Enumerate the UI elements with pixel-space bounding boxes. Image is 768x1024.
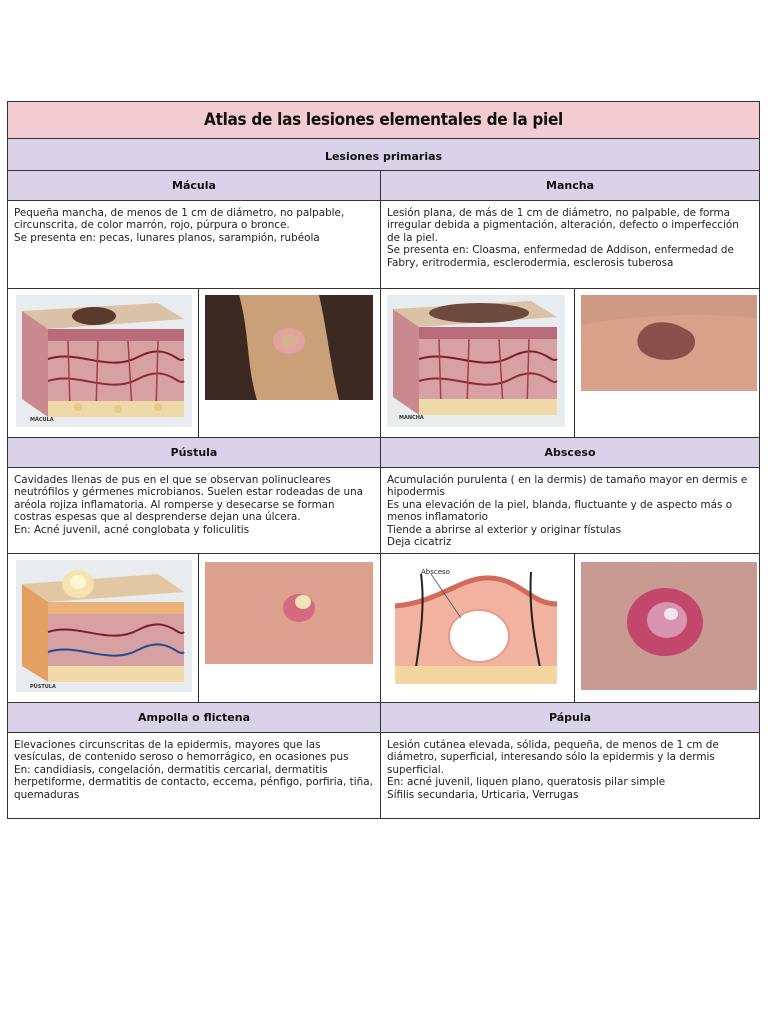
lesion-images-mancha (381, 289, 760, 438)
lesion-description-macula (8, 201, 381, 289)
skin-photo-mancha (575, 289, 759, 437)
lesion-description-mancha (381, 201, 760, 289)
lesion-description-ampolla (8, 733, 381, 819)
section-header-cell (8, 139, 760, 171)
lesion-heading-ampolla: Ampolla o flictena (8, 703, 381, 733)
description-line: Acumulación purulenta ( en la dermis) de tamaño mayor en dermis e hipodermis (387, 474, 748, 499)
lesion-description-papula (381, 733, 760, 819)
lesion-description-pustula (8, 468, 381, 554)
skin-photo-absceso (575, 554, 759, 702)
skin-photo-macula (199, 289, 380, 437)
description-line: Pequeña mancha, de menos de 1 cm de diámetro, no palpable, circunscrita, de color marrón, rojo, púrpura o bronce. (14, 207, 345, 232)
description-line: Elevaciones circunscritas de la epidermis, mayores que las vesículas, de contenido seroso o hemorrágico, en ocasiones pus (14, 739, 349, 764)
description-line: Lesión plana, de más de 1 cm de diámetro, no palpable, de forma irregular debida a pigmentación, alteración, defecto o imperfección de la piel. (387, 207, 739, 244)
diagram-caption: MÁCULA (30, 417, 54, 423)
description-line: Sífilis secundaria, Urticaria, Verrugas (387, 788, 579, 801)
description-line: En: acné juvenil, liquen plano, queratosis pilar simple (387, 776, 666, 789)
description-line: En: Acné juvenil, acné conglobata y foliculitis (14, 523, 250, 536)
description-line: Se presenta en: Cloasma, enfermedad de Addison, enfermedad de Fabry, eritrodermia, esclerodermia, esclerosis tuberosa (387, 244, 734, 269)
atlas-title: Atlas de las lesiones elementales de la piel (204, 110, 563, 130)
lesion-heading-absceso: Absceso (381, 438, 760, 468)
skin-diagram-mancha (381, 289, 575, 437)
diagram-caption: Absceso (421, 568, 450, 576)
lesion-heading-papula: Pápula (381, 703, 760, 733)
description-line: Cavidades llenas de pus en el que se observan polinucleares neutrófilos y gérmenes microbianos. Suelen estar rodeadas de una aréola rojiza inflamatoria. Al romperse y desecarse se forman costras espesas que al desprenderse dejan una úlcera. (14, 474, 364, 524)
lesion-images-pustula (8, 554, 381, 703)
lesion-heading-macula: Mácula (8, 171, 381, 201)
lesion-heading-pustula: Pústula (8, 438, 381, 468)
lesion-description-absceso (381, 468, 760, 554)
diagram-caption: MANCHA (399, 415, 424, 421)
description-line: En: candidiasis, congelación, dermatitis cercarial, dermatitis herpetiforme, dermatitis de contacto, eccema, pénfigo, porfiria, tiña, quemaduras (14, 763, 373, 801)
skin-diagram-pustula (8, 554, 199, 702)
lesions-atlas-table (7, 101, 760, 819)
description-line: Deja cicatriz (387, 536, 452, 549)
lesion-images-absceso (381, 554, 760, 703)
skin-diagram-absceso (381, 554, 575, 702)
description-line: Es una elevación de la piel, blanda, fluctuante y de aspecto más o menos inflamatorio (387, 498, 733, 524)
atlas-title-cell (8, 102, 760, 139)
lesion-images-macula (8, 289, 381, 438)
section-header: Lesiones primarias (324, 150, 443, 163)
diagram-caption: PÚSTULA (30, 684, 56, 690)
skin-photo-pustula (199, 554, 380, 702)
description-line: Tiende a abrirse al exterior y originar fístulas (387, 523, 622, 536)
description-line: Se presenta en: pecas, lunares planos, sarampión, rubéola (14, 231, 320, 244)
lesion-heading-mancha: Mancha (381, 171, 760, 201)
skin-diagram-macula (8, 289, 199, 437)
description-line: Lesión cutánea elevada, sólida, pequeña, de menos de 1 cm de diámetro, superficial, interesando sólo la epidermis y la dermis superficial. (387, 739, 719, 776)
